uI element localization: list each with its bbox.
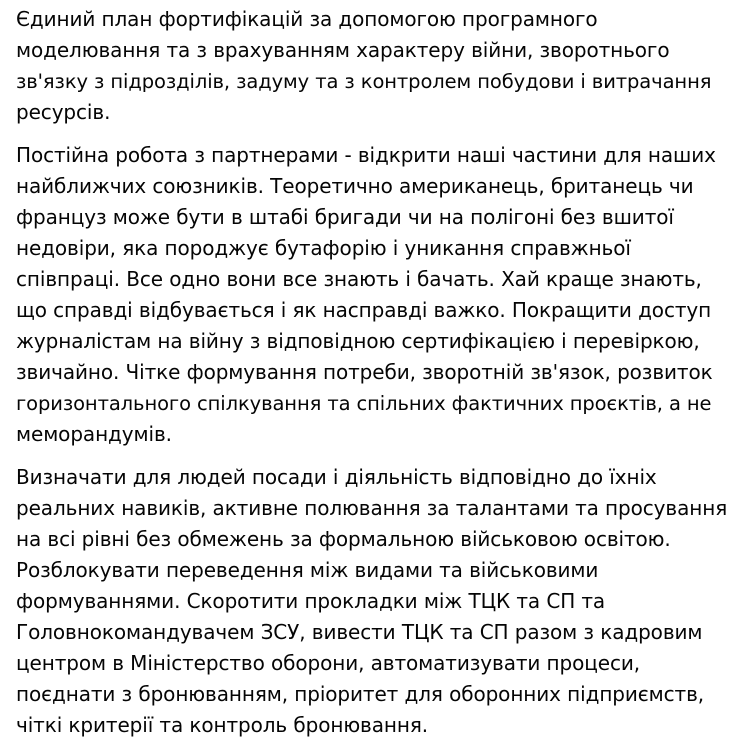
paragraph-partners (16, 140, 728, 450)
paragraph-personnel (16, 462, 728, 741)
text-line: чіткі критерії та контроль бронювання. (16, 713, 429, 737)
text-line: найближчих союзників. Теоретично американець, британець чи (16, 174, 694, 198)
text-line: співпраці. Все одно вони все знають і бачать. Хай краще знають, (16, 267, 702, 291)
text-line: поєднати з бронюванням, пріоритет для оборонних підприємств, (16, 682, 705, 706)
text-line: центром в Міністерство оборони, автоматизувати процеси, (16, 651, 641, 675)
text-line: моделювання та з врахуванням характеру війни, зворотнього (16, 38, 670, 62)
text-line: журналістам на війну з відповідною сертифікацією і перевіркою, (16, 329, 700, 353)
text-line: Розблокувати переведення між видами та військовими (16, 558, 599, 582)
text-line: Єдиний план фортифікацій за допомогою програмного (16, 7, 598, 31)
text-line: Головнокомандувачем ЗСУ, вивести ТЦК та СП разом з кадровим (16, 620, 703, 644)
text-line: реальних навиків, активне полювання за талантами та просування (16, 496, 728, 520)
text-line: на всі рівні без обмежень за формальною військовою освітою. (16, 527, 671, 551)
post-text (16, 4, 728, 753)
text-line: меморандумів. (16, 422, 172, 446)
text-line: горизонтального спілкування та спільних фактичних проєктів, а не (16, 392, 712, 415)
text-line: Визначати для людей посади і діяльність відповідно до їхніх (16, 465, 657, 489)
text-line: звичайно. Чітке формування потреби, зворотній зв'язок, розвиток (16, 360, 713, 384)
text-line: ресурсів. (16, 100, 111, 124)
paragraph-fortifications (16, 4, 728, 128)
text-line: француз може бути в штабі бригади чи на полігоні без вшитої (16, 205, 674, 229)
text-line: що справді відбувається і як насправді важко. Покращити доступ (16, 298, 712, 322)
text-line: Постійна робота з партнерами - відкрити наші частини для наших (16, 143, 716, 167)
text-line: недовіри, яка породжує бутафорію і уникання справжньої (16, 236, 631, 260)
text-line: формуваннями. Скоротити прокладки між ТЦК та СП та (16, 589, 606, 613)
text-line: зв'язку з підрозділів, задуму та з контролем побудови і витрачання (16, 70, 712, 93)
